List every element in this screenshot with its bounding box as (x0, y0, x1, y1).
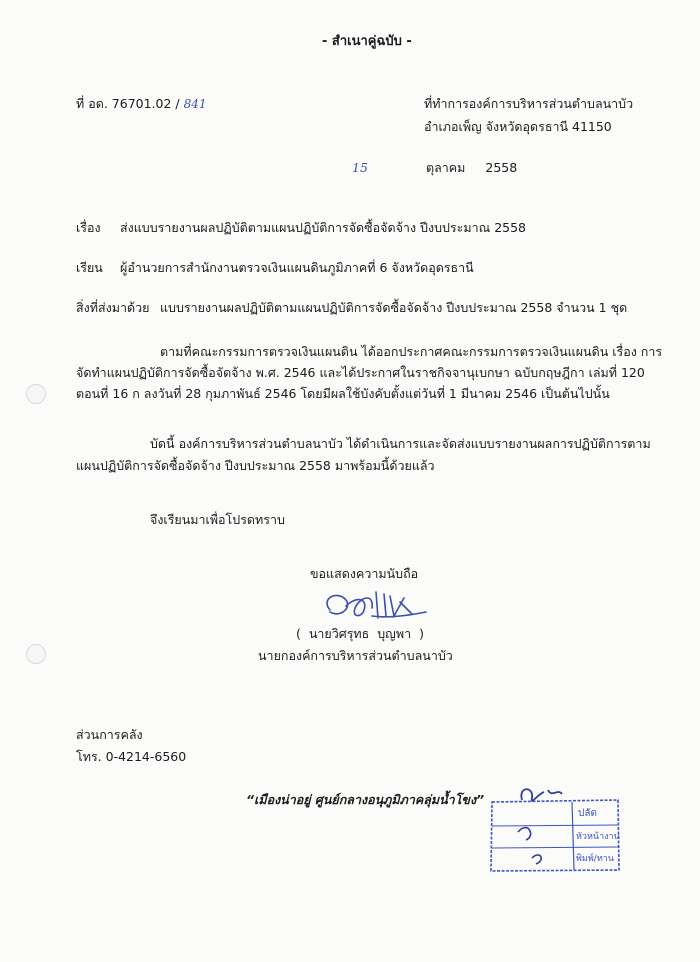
punch-hole-bottom (26, 644, 46, 664)
date-day-handwritten: 15 (352, 160, 368, 175)
recipient-label: เรียน (76, 260, 103, 275)
stamp-line2: หัวหน้างาน (576, 832, 620, 842)
handwritten-signature (316, 588, 436, 628)
sender-address-line1: ที่ทำการองค์การบริหารส่วนตำบลนาบัว (424, 96, 634, 111)
paragraph1-line1: ตามที่คณะกรรมการตรวจเงินแผนดิน ได้ออกประกาศคณะกรรมการตรวจเงินแผนดิน เรื่อง การ (160, 344, 663, 359)
reference-handwritten-number: 841 (183, 97, 207, 111)
paragraph2-line2: แผนปฏิบัติการจัดซื้อจัดจ้าง ปีงบประมาณ 2558 มาพร้อมนี้ด้วยแล้ว (76, 458, 435, 473)
stamp-line1: ปลัด (578, 808, 597, 819)
sender-address-line2: อำเภอเพ็ญ จังหวัดอุดรธานี 41150 (424, 119, 612, 134)
punch-hole-top (26, 384, 46, 404)
subject-text: ส่งแบบรายงานผลปฏิบัติตามแผนปฏิบัติการจัดซื้อจัดจ้าง ปีงบประมาณ 2558 (120, 220, 526, 235)
closing-salutation: ขอแสดงความนับถือ (310, 566, 419, 581)
subject-label: เรื่อง (76, 220, 101, 235)
reference-number (76, 96, 207, 112)
stamp-line3: พิมพ์/ทาน (576, 854, 614, 864)
paragraph1-line3: ตอนที่ 16 ก ลงวันที่ 28 กุมภาพันธ์ 2546 โดยมีผลใช้บังคับตั้งแต่วันที่ 1 มีนาคม 2546 เป็นต้นไปนั้น (76, 386, 610, 401)
slogan: “เมืองน่าอยู่ ศูนย์กลางอนุภูมิภาคลุ่มน้ำโขง” (246, 792, 485, 807)
recipient-text: ผู้อำนวยการสำนักงานตรวจเงินแผนดินภูมิภาคที่ 6 จังหวัดอุดรธานี (120, 260, 474, 275)
paragraph2-line1: บัดนี้ องค์การบริหารส่วนตำบลนาบัว ได้ดำเนินการและจัดส่งแบบรายงานผลการปฏิบัติการตาม (150, 436, 651, 451)
signatory-position: นายกองค์การบริหารส่วนตำบลนาบัว (258, 648, 453, 663)
enclosure-text: แบบรายงานผลปฏิบัติตามแผนปฏิบัติการจัดซื้อจัดจ้าง ปีงบประมาณ 2558 จำนวน 1 ชุด (160, 300, 628, 315)
enclosure-label: สิ่งที่ส่งมาด้วย (76, 300, 150, 315)
reference-prefix: ที่ อด. 76701.02 / (76, 96, 180, 111)
copy-title: - สำเนาคู่ฉบับ - (322, 34, 412, 49)
date-month-year: ตุลาคม 2558 (426, 160, 518, 175)
closing-request: จึงเรียนมาเพื่อโปรดทราบ (150, 512, 285, 527)
paragraph1-line2: จัดทำแผนปฏิบัติการจัดซื้อจัดจ้าง พ.ศ. 2546 และได้ประกาศในราชกิจจานุเบกษา ฉบับกฤษฎีกา เล่มที่ 120 (76, 365, 645, 380)
signatory-name: ( นายวิศรุทธ บุญพา ) (296, 626, 424, 641)
receiving-stamp (488, 788, 622, 874)
contact-department: ส่วนการคลัง (76, 727, 143, 742)
contact-phone: โทร. 0-4214-6560 (76, 749, 187, 764)
